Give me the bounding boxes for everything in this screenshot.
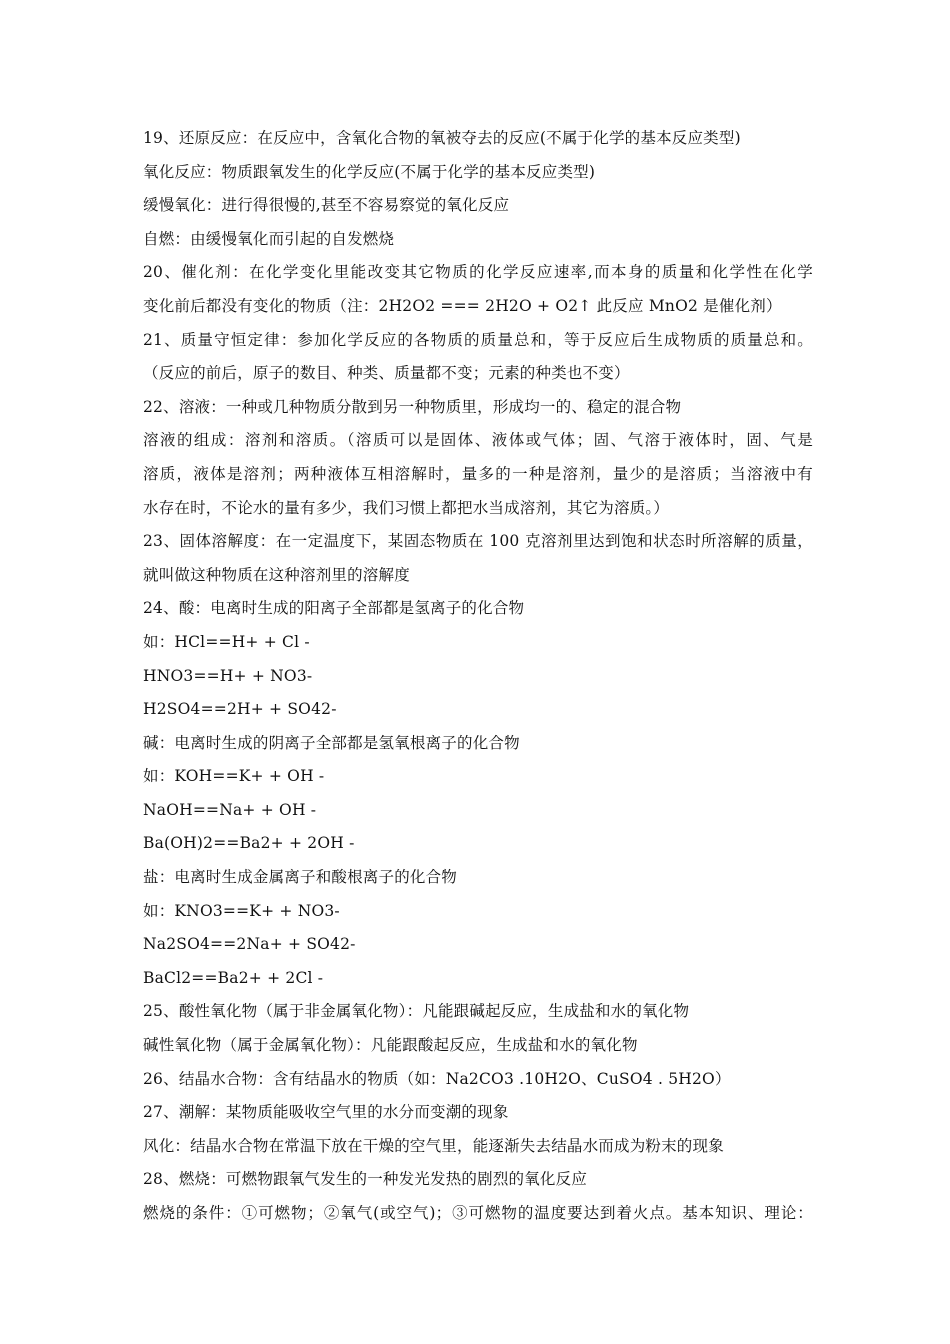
text-line: Ba(OH)2==Ba2+ + 2OH - (143, 834, 355, 853)
text-line: 如：HCl==H+ + Cl - (143, 632, 310, 651)
text-line: 溶质，液体是溶剂；两种液体互相溶解时，量多的一种是溶剂，量少的是溶质；当溶液中有 (143, 464, 813, 483)
text-line: 28、燃烧：可燃物跟氧气发生的一种发光发热的剧烈的氧化反应 (143, 1170, 588, 1189)
text-line: 26、结晶水合物：含有结晶水的物质（如：Na2CO3 .10H2O、CuSO4 . 5H2O） (143, 1069, 731, 1088)
text-line: 风化：结晶水合物在常温下放在干燥的空气里，能逐渐失去结晶水而成为粉末的现象 (143, 1136, 724, 1155)
text-line: 水存在时，不论水的量有多少，我们习惯上都把水当成溶剂，其它为溶质。） (143, 498, 670, 517)
text-line: 溶液的组成：溶剂和溶质。（溶质可以是固体、液体或气体；固、气溶于液体时，固、气是 (143, 431, 813, 450)
text-line: 盐：电离时生成金属离子和酸根离子的化合物 (143, 868, 458, 887)
text-line: HNO3==H+ + NO3- (143, 666, 313, 685)
text-line: 27、潮解：某物质能吸收空气里的水分而变潮的现象 (143, 1103, 509, 1122)
text-line: 23、固体溶解度：在一定温度下，某固态物质在 100 克溶剂里达到饱和状态时所溶解的质量， (143, 532, 813, 551)
text-line: 20、催化剂：在化学变化里能改变其它物质的化学反应速率,而本身的质量和化学性在化学 (143, 263, 813, 282)
text-line: 氧化反应：物质跟氧发生的化学反应(不属于化学的基本反应类型) (143, 162, 596, 181)
text-line: BaCl2==Ba2+ + 2Cl - (143, 968, 324, 987)
text-line: 19、还原反应：在反应中，含氧化合物的氧被夺去的反应(不属于化学的基本反应类型) (143, 129, 741, 147)
text-line: Na2SO4==2Na+ + SO42- (143, 935, 356, 954)
text-line: 22、溶液：一种或几种物质分散到另一种物质里，形成均一的、稳定的混合物 (143, 397, 682, 416)
text-line: 缓慢氧化：进行得很慢的,甚至不容易察觉的氧化反应 (143, 196, 510, 215)
text-line: 变化前后都没有变化的物质（注：2H2O2 === 2H2O + O2↑ 此反应 MnO2 是催化剂） (143, 296, 782, 315)
text-line: 自燃：由缓慢氧化而引起的自发燃烧 (143, 229, 395, 248)
text-line: 碱：电离时生成的阴离子全部都是氢氧根离子的化合物 (143, 733, 520, 752)
document-page (143, 126, 813, 1235)
text-line: 碱性氧化物（属于金属氧化物）：凡能跟酸起反应，生成盐和水的氧化物 (143, 1036, 638, 1055)
text-line: 如：KOH==K+ + OH - (143, 767, 325, 786)
text-line: NaOH==Na+ + OH - (143, 800, 317, 819)
text-line: 24、酸：电离时生成的阳离子全部都是氢离子的化合物 (143, 599, 525, 618)
text-line: 如：KNO3==K+ + NO3- (143, 901, 340, 920)
text-line: （反应的前后，原子的数目、种类、质量都不变；元素的种类也不变） (143, 364, 630, 383)
text-line: 25、酸性氧化物（属于非金属氧化物）：凡能跟碱起反应，生成盐和水的氧化物 (143, 1002, 690, 1021)
text-line: 燃烧的条件：①可燃物；②氧气(或空气)；③可燃物的温度要达到着火点。基本知识、理论： (143, 1204, 813, 1222)
text-line: H2SO4==2H+ + SO42- (143, 700, 337, 719)
text-line: 就叫做这种物质在这种溶剂里的溶解度 (143, 565, 410, 584)
text-line: 21、质量守恒定律：参加化学反应的各物质的质量总和，等于反应后生成物质的质量总和。 (143, 330, 813, 349)
